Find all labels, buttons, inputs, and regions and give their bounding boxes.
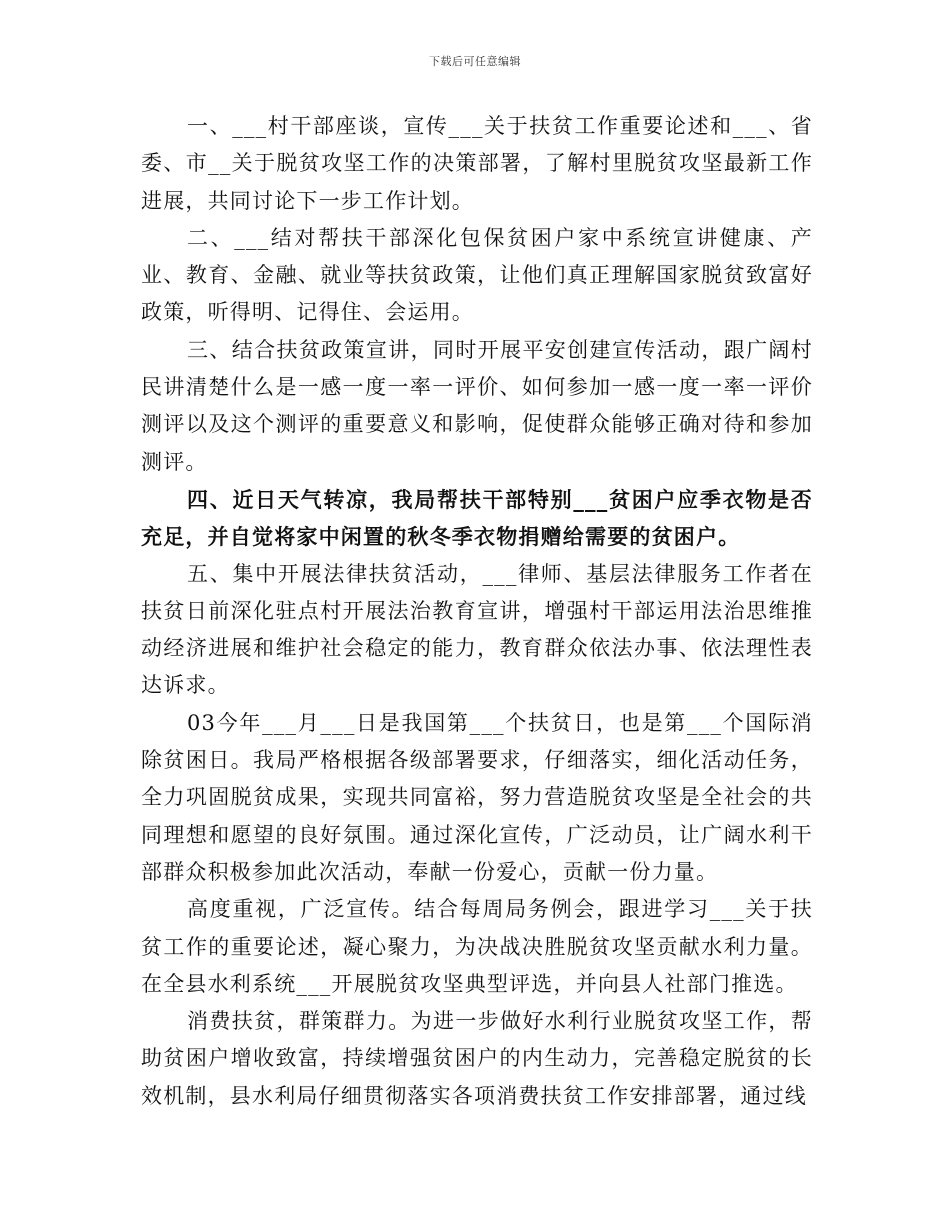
paragraph-7: 高度重视，广泛宣传。结合每周局务例会，跟进学习___关于扶贫工作的重要论述，凝心聚力，为决战决胜脱贫攻坚贡献水利力量。在全县水利系统___开展脱贫攻坚典型评选，并向县人社部门推选。 [141,897,813,996]
paragraph-5: 五、集中开展法律扶贫活动，___律师、基层法律服务工作者在扶贫日前深化驻点村开展法治教育宣讲，增强村干部运用法治思维推动经济进展和维护社会稳定的能力，教育群众依法办事、依法理性表达诉求。 [141,561,813,698]
paragraph-3: 三、结合扶贫政策宣讲，同时开展平安创建宣传活动，跟广阔村民讲清楚什么是一感一度一率一评价、如何参加一感一度一率一评价测评以及这个测评的重要意义和影响，促使群众能够正确对待和参加测评。 [141,337,813,474]
page-header-note: 下载后可任意编辑 [429,55,521,68]
document-body [141,108,813,1115]
paragraph-4-bold: 四、近日天气转凉，我局帮扶干部特别___贫困户应季衣物是否充足，并自觉将家中闲置的秋冬季衣物捐赠给需要的贫困户。 [141,486,813,550]
paragraph-2: 二、___结对帮扶干部深化包保贫困户家中系统宣讲健康、产业、教育、金融、就业等扶贫政策，让他们真正理解国家脱贫致富好政策，听得明、记得住、会运用。 [141,225,813,325]
paragraph-6: 03今年___月___日是我国第___个扶贫日，也是第___个国际消除贫困日。我局严格根据各级部署要求，仔细落实，细化活动任务，全力巩固脱贫成果，实现共同富裕，努力营造脱贫攻坚是全社会的共同理想和愿望的良好氛围。通过深化宣传，广泛动员，让广阔水利干部群众积极参加此次活动，奉献一份爱心，贡献一份力量。 [141,710,813,884]
paragraph-1: 一、___村干部座谈，宣传___关于扶贫工作重要论述和___、省委、市__关于脱贫攻坚工作的决策部署，了解村里脱贫攻坚最新工作进展，共同讨论下一步工作计划。 [141,114,813,213]
paragraph-8: 消费扶贫，群策群力。为进一步做好水利行业脱贫攻坚工作，帮助贫困户增收致富，持续增强贫困户的内生动力，完善稳定脱贫的长效机制，县水利局仔细贯彻落实各项消费扶贫工作安排部署，通过线 [141,1009,813,1108]
